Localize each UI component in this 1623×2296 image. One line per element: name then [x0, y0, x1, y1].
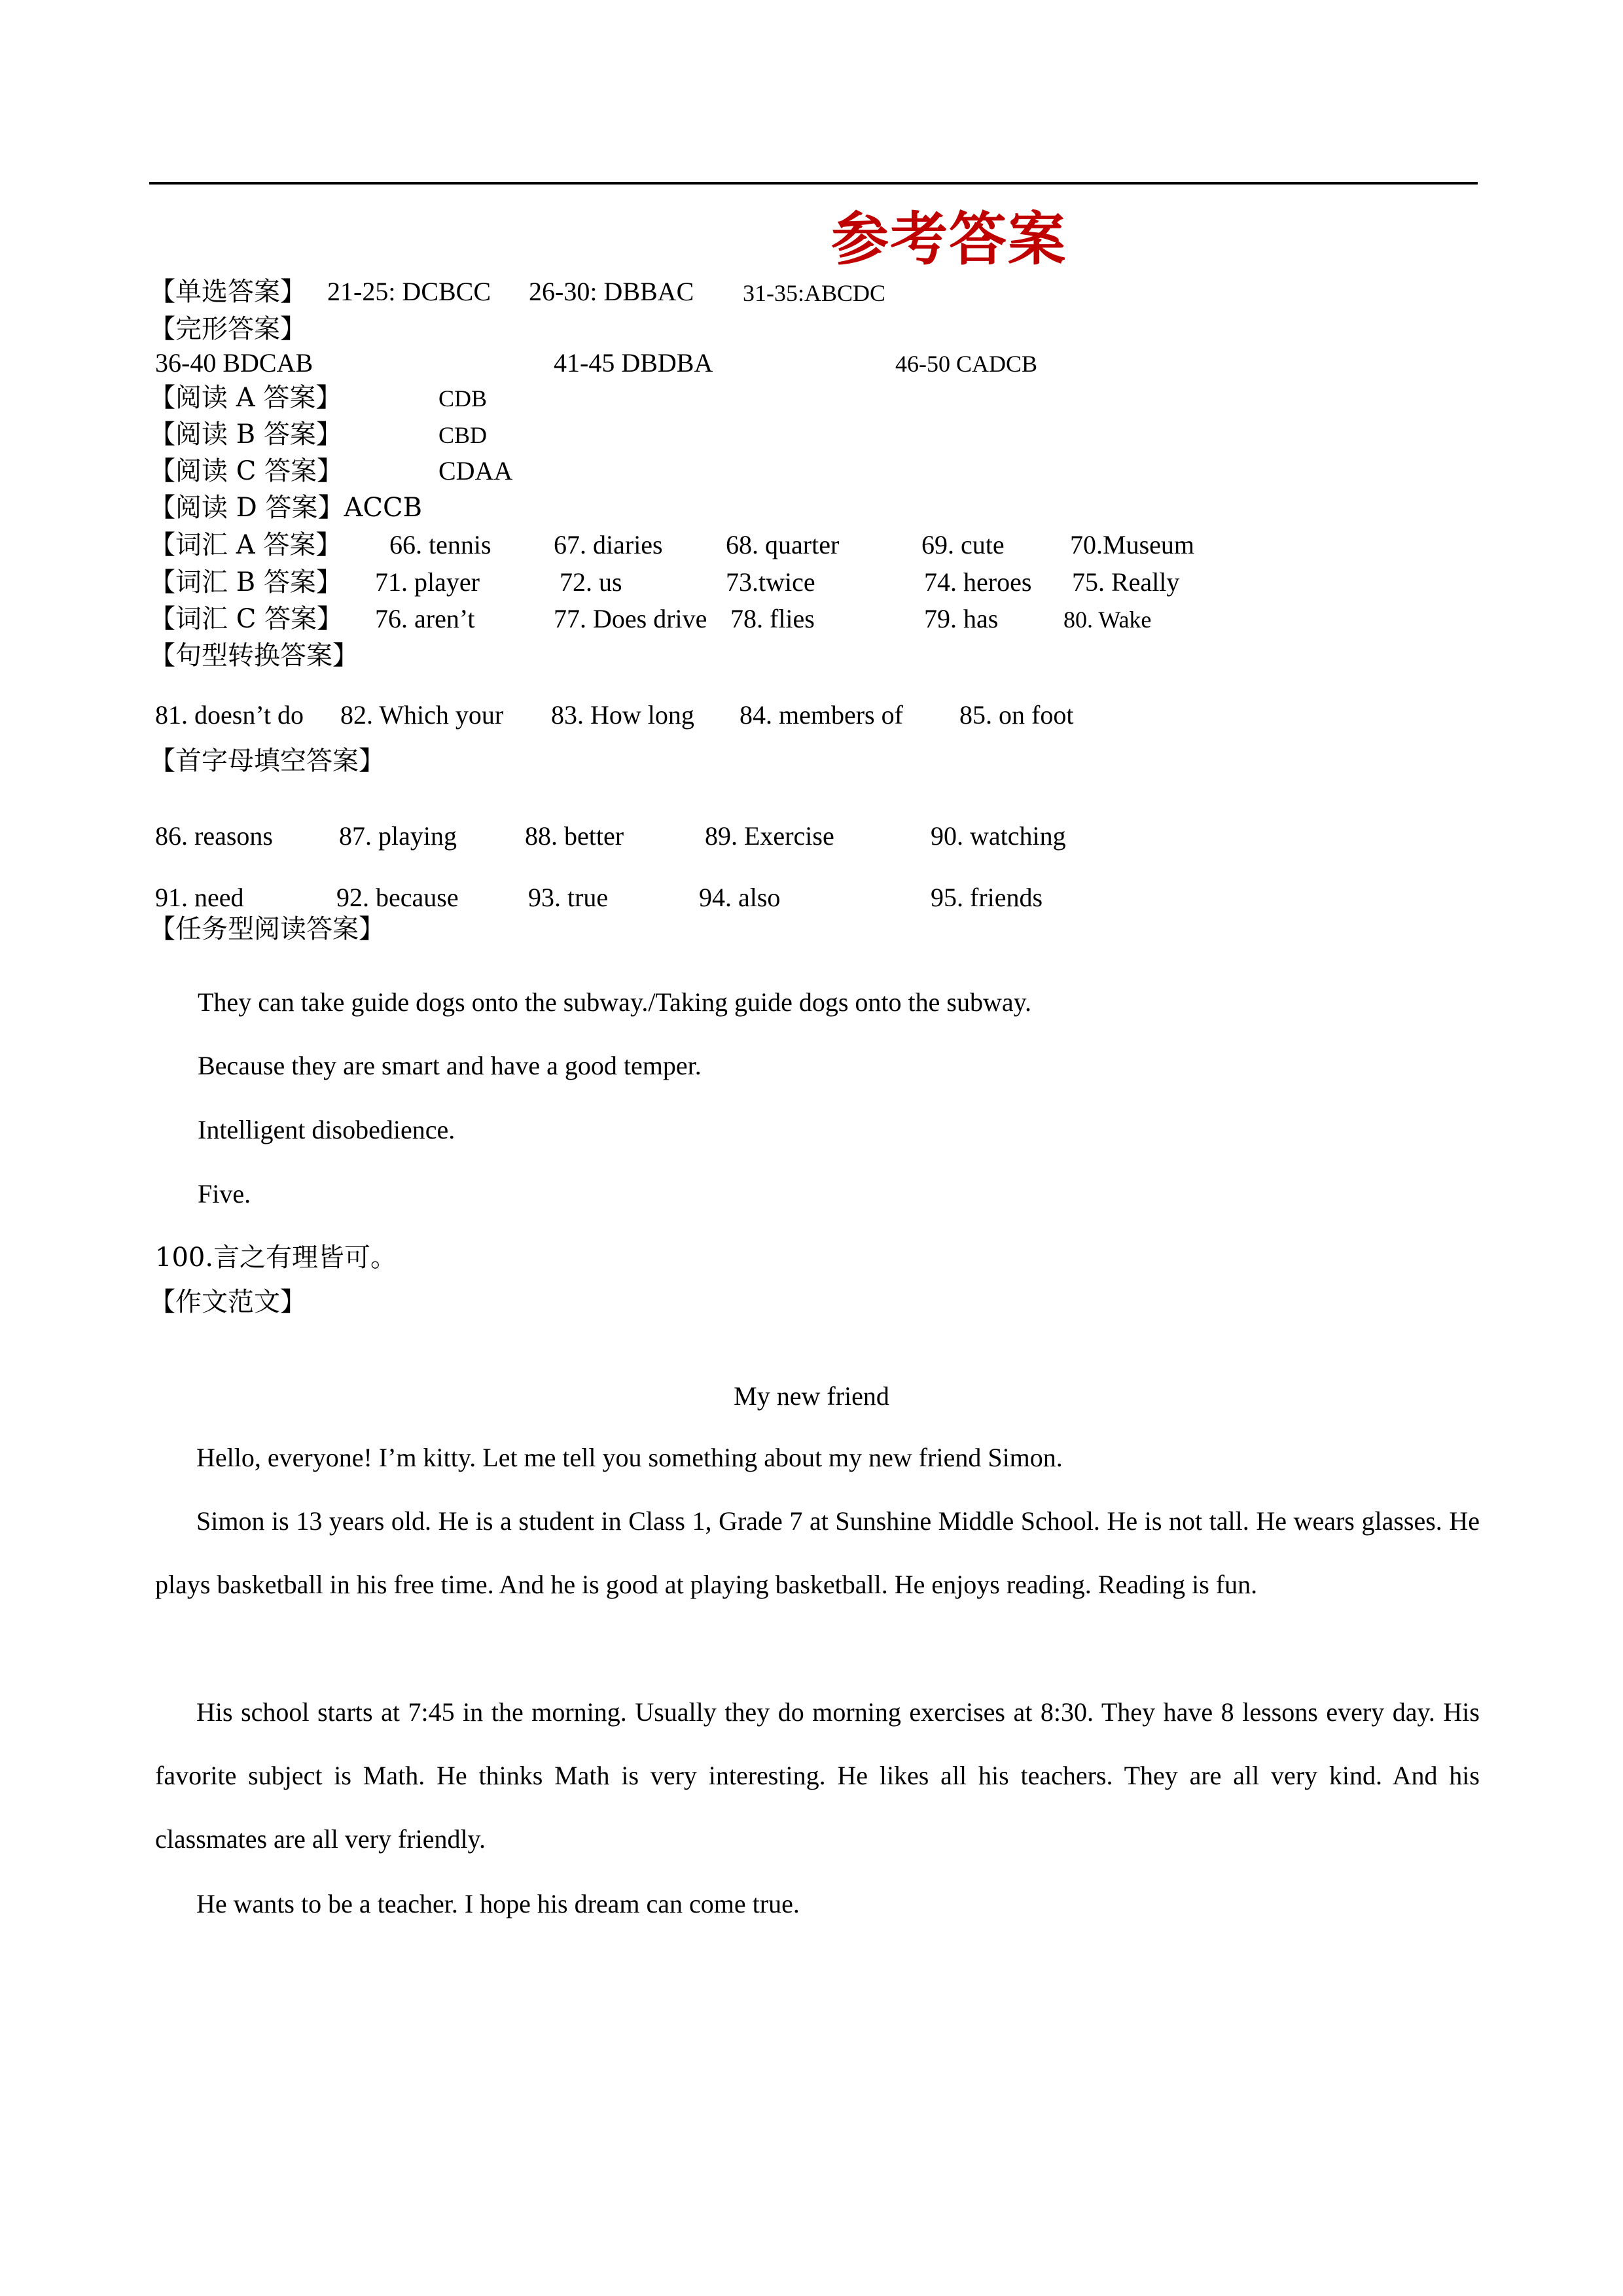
essay-paragraph: His school starts at 7:45 in the morning. Usually they do morning exercises at 8:30. They have 8 lessons every day. His favorite subject is Math. He thinks Math is very interesting. He likes all his teachers. They are all very kind. And his classmates are all very friendly.: [155, 1697, 1480, 1854]
initial-letter-label: 【首字母填空答案】: [149, 746, 385, 776]
task-reading-q100: 100.言之有理皆可。: [155, 1243, 397, 1273]
vocab-b-item: 75. Really: [1072, 567, 1180, 597]
initial-letter-item: 88. better: [525, 821, 624, 851]
vocab-c-item: 79. has: [924, 604, 999, 633]
initial-letter-item: 92. because: [336, 883, 459, 912]
reading-a-label: 【阅读 A 答案】: [149, 383, 342, 413]
reading-c-label: 【阅读 C 答案】: [149, 456, 344, 486]
cloze-group-3: 46-50 CADCB: [895, 351, 1038, 377]
single-choice-label: 【单选答案】: [149, 277, 306, 307]
page-title: 参考答案: [831, 205, 1067, 273]
reading-b-answer: CBD: [438, 422, 488, 448]
essay-paragraph: Hello, everyone! I’m kitty. Let me tell you something about my new friend Simon.: [196, 1443, 1063, 1472]
task-reading-answer: Intelligent disobedience.: [198, 1115, 455, 1144]
cloze-group-1: 36-40 BDCAB: [155, 348, 313, 378]
vocab-a-item: 70.Museum: [1070, 530, 1194, 559]
vocab-b-label: 【词汇 B 答案】: [149, 567, 342, 597]
essay-paragraph: He wants to be a teacher. I hope his dream can come true.: [196, 1889, 800, 1918]
task-reading-answer: They can take guide dogs onto the subway./Taking guide dogs onto the subway.: [198, 987, 1031, 1017]
task-reading-label: 【任务型阅读答案】: [149, 914, 385, 944]
single-choice-group-1: 21-25: DCBCC: [327, 277, 491, 306]
initial-letter-item: 94. also: [699, 883, 781, 912]
initial-letter-item: 89. Exercise: [705, 821, 834, 851]
sentence-item: 81. doesn’t do: [155, 700, 304, 730]
vocab-a-item: 67. diaries: [554, 530, 663, 559]
sentence-item: 82. Which your: [340, 700, 504, 730]
reading-c-answer: CDAA: [438, 456, 513, 486]
initial-letter-item: 87. playing: [339, 821, 457, 851]
sentence-item: 83. How long: [551, 700, 694, 730]
essay-paragraph: Simon is 13 years old. He is a student in Class 1, Grade 7 at Sunshine Middle School. He is not tall. He wears glasses. He plays basketball in his free time. And he is good at playing basketball. He enjoys reading. Reading is fun.: [155, 1506, 1480, 1599]
vocab-a-item: 68. quarter: [726, 530, 840, 559]
vocab-a-label: 【词汇 A 答案】: [149, 530, 342, 560]
reading-b-label: 【阅读 B 答案】: [149, 419, 342, 450]
reading-d-label: 【阅读 D 答案】ACCB: [149, 493, 422, 523]
vocab-b-item: 71. player: [375, 567, 480, 597]
initial-letter-item: 95. friends: [931, 883, 1043, 912]
essay-label: 【作文范文】: [149, 1287, 306, 1317]
vocab-c-label: 【词汇 C 答案】: [149, 604, 344, 634]
single-choice-group-2: 26-30: DBBAC: [529, 277, 694, 306]
sentence-item: 84. members of: [740, 700, 903, 730]
single-choice-group-3: 31-35:ABCDC: [743, 280, 886, 306]
cloze-label: 【完形答案】: [149, 314, 306, 344]
vocab-b-item: 73.twice: [726, 567, 815, 597]
initial-letter-item: 93. true: [528, 883, 609, 912]
vocab-c-item: 76. aren’t: [375, 604, 475, 633]
essay-title: My new friend: [734, 1381, 889, 1411]
task-reading-answer: Because they are smart and have a good temper.: [198, 1051, 702, 1080]
vocab-b-item: 74. heroes: [924, 567, 1032, 597]
task-reading-answer: Five.: [198, 1179, 251, 1209]
initial-letter-item: 90. watching: [931, 821, 1066, 851]
sentence-label: 【句型转换答案】: [149, 641, 359, 671]
initial-letter-item: 86. reasons: [155, 821, 273, 851]
reading-a-answer: CDB: [438, 385, 488, 412]
initial-letter-item: 91. need: [155, 883, 244, 912]
sentence-item: 85. on foot: [959, 700, 1074, 730]
vocab-a-item: 66. tennis: [389, 530, 491, 559]
vocab-a-item: 69. cute: [921, 530, 1005, 559]
vocab-c-item: 80. Wake: [1063, 607, 1152, 633]
cloze-group-2: 41-45 DBDBA: [554, 348, 713, 378]
header-rule: [149, 182, 1478, 185]
vocab-b-item: 72. us: [560, 567, 622, 597]
vocab-c-item: 78. flies: [730, 604, 815, 633]
vocab-c-item: 77. Does drive: [554, 604, 707, 633]
